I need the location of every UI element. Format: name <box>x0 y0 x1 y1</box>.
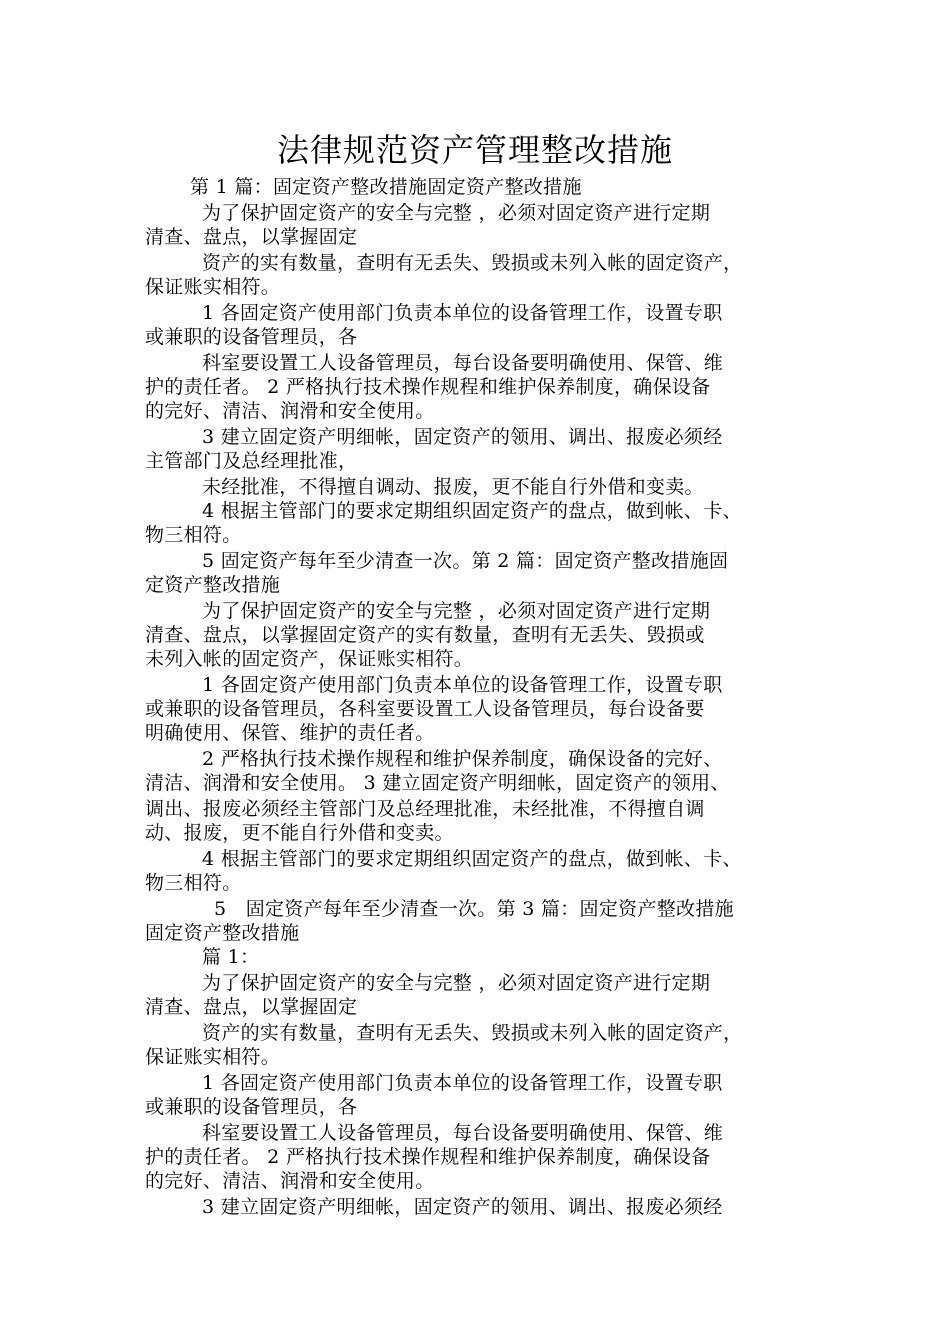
text-line: 资产的实有数量，查明有无丢失、毁损或未列入帐的固定资产， <box>202 252 743 274</box>
text-line: 保证账实相符。 <box>145 1046 281 1068</box>
text-line: 的完好、清洁、润滑和安全使用。 <box>145 1170 435 1192</box>
text-line: 的完好、清洁、润滑和安全使用。 <box>145 400 435 422</box>
text-line: 动、报废，更不能自行外借和变卖。 <box>145 822 454 844</box>
text-line: 资产的实有数量，查明有无丢失、毁损或未列入帐的固定资产， <box>202 1022 743 1044</box>
text-line: 护的责任者。 2 严格执行技术操作规程和维护保养制度，确保设备 <box>145 1146 711 1168</box>
text-line: 4 根据主管部门的要求定期组织固定资产的盘点，做到帐、卡、 <box>202 848 742 870</box>
text-line: 5 固定资产每年至少清查一次。第 3 篇：固定资产整改措施 <box>214 898 734 920</box>
text-line: 护的责任者。 2 严格执行技术操作规程和维护保养制度，确保设备 <box>145 376 711 398</box>
text-line: 1 各固定资产使用部门负责本单位的设备管理工作，设置专职 <box>202 674 723 696</box>
text-line: 调出、报废必须经主管部门及总经理批准，未经批准，不得擅自调 <box>145 798 705 820</box>
text-line: 科室要设置工人设备管理员，每台设备要明确使用、保管、维 <box>202 352 724 374</box>
text-line: 清查、盘点，以掌握固定资产的实有数量，查明有无丢失、毁损或 <box>145 624 705 646</box>
text-line: 3 建立固定资产明细帐，固定资产的领用、调出、报废必须经 <box>202 426 723 448</box>
text-line: 未经批准，不得擅自调动、报废，更不能自行外借和变卖。 <box>202 476 704 498</box>
text-line: 篇 1： <box>202 946 260 968</box>
text-line: 为了保护固定资产的安全与完整 ，必须对固定资产进行定期 <box>202 202 711 224</box>
text-line: 3 建立固定资产明细帐，固定资产的领用、调出、报废必须经 <box>202 1196 723 1218</box>
text-line: 或兼职的设备管理员，各 <box>145 326 358 348</box>
text-line: 清查、盘点，以掌握固定 <box>145 226 358 248</box>
text-line: 清洁、润滑和安全使用。 3 建立固定资产明细帐，固定资产的领用、 <box>145 772 730 794</box>
text-line: 为了保护固定资产的安全与完整 ，必须对固定资产进行定期 <box>202 600 711 622</box>
text-line: 4 根据主管部门的要求定期组织固定资产的盘点，做到帐、卡、 <box>202 500 742 522</box>
text-line: 未列入帐的固定资产，保证账实相符。 <box>145 648 474 670</box>
text-line: 保证账实相符。 <box>145 276 281 298</box>
text-line: 物三相符。 <box>145 524 242 546</box>
text-line: 定资产整改措施 <box>145 574 281 596</box>
text-line: 第 1 篇：固定资产整改措施固定资产整改措施 <box>190 176 582 198</box>
text-line: 固定资产整改措施 <box>145 922 300 944</box>
text-line: 为了保护固定资产的安全与完整 ，必须对固定资产进行定期 <box>202 972 711 994</box>
text-line: 主管部门及总经理批准， <box>145 450 358 472</box>
text-line: 清查、盘点，以掌握固定 <box>145 996 358 1018</box>
text-line: 或兼职的设备管理员，各 <box>145 1096 358 1118</box>
text-line: 物三相符。 <box>145 872 242 894</box>
text-line: 科室要设置工人设备管理员，每台设备要明确使用、保管、维 <box>202 1122 724 1144</box>
text-line: 1 各固定资产使用部门负责本单位的设备管理工作，设置专职 <box>202 302 723 324</box>
text-line: 或兼职的设备管理员，各科室要设置工人设备管理员，每台设备要 <box>145 698 705 720</box>
text-line: 2 严格执行技术操作规程和维护保养制度，确保设备的完好、 <box>202 748 723 770</box>
text-line: 5 固定资产每年至少清查一次。第 2 篇：固定资产整改措施固 <box>202 550 729 572</box>
text-line: 明确使用、保管、维护的责任者。 <box>145 722 435 744</box>
document-title: 法律规范资产管理整改措施 <box>276 131 673 169</box>
text-line: 1 各固定资产使用部门负责本单位的设备管理工作，设置专职 <box>202 1072 723 1094</box>
